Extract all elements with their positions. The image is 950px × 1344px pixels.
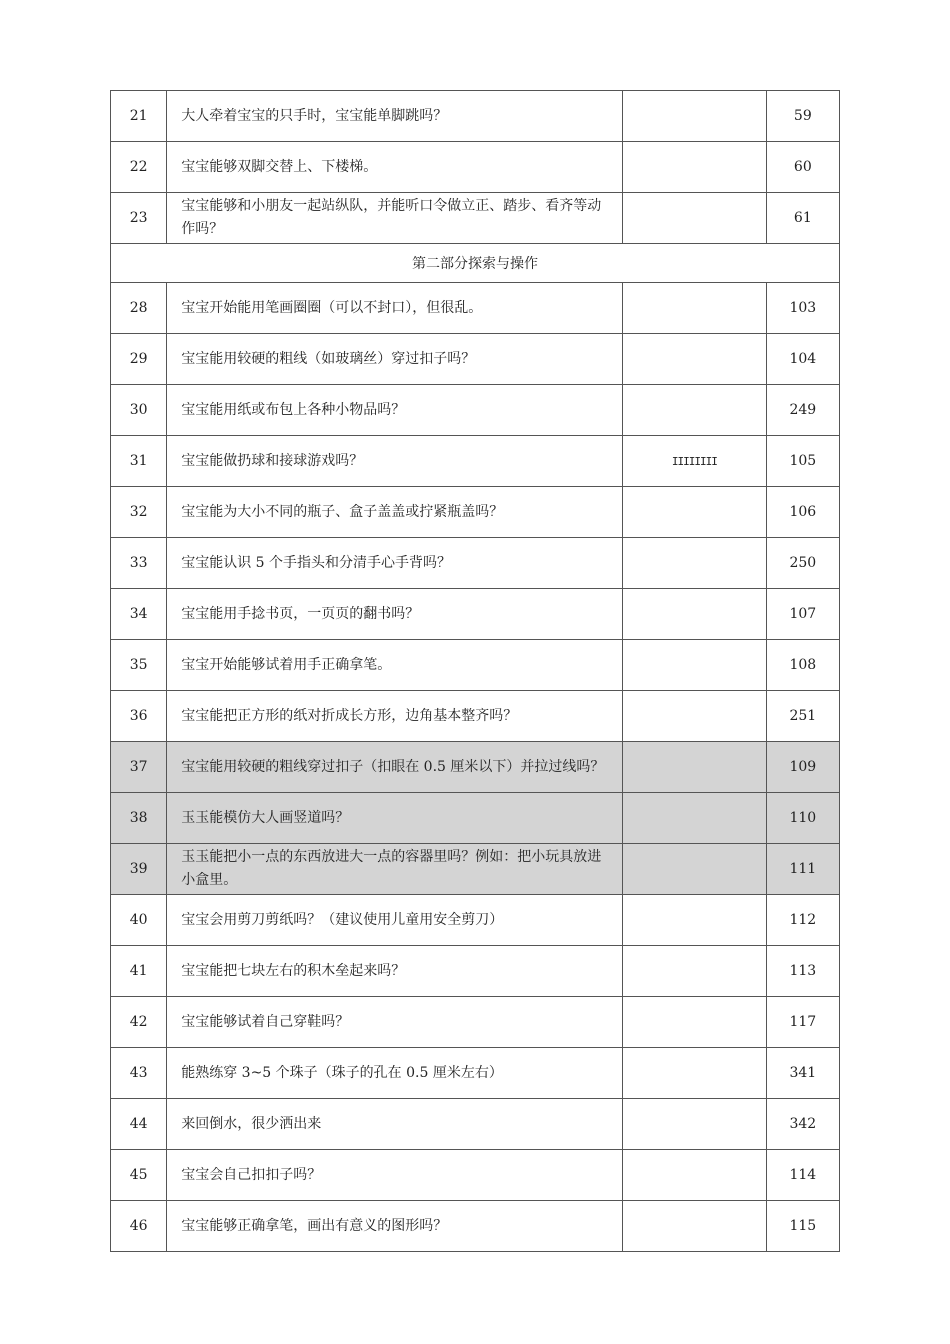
table-row	[111, 742, 840, 793]
item-mark	[623, 538, 767, 589]
item-page: 249	[766, 385, 839, 436]
item-page: 108	[766, 640, 839, 691]
table-row	[111, 193, 840, 244]
item-number: 30	[111, 385, 167, 436]
table-row	[111, 997, 840, 1048]
item-number: 33	[111, 538, 167, 589]
item-page: 109	[766, 742, 839, 793]
item-page: 111	[766, 844, 839, 895]
section-header-row	[111, 244, 840, 283]
item-question: 来回倒水，很少洒出来	[167, 1099, 623, 1150]
table-row	[111, 436, 840, 487]
item-mark	[623, 142, 767, 193]
item-question: 宝宝能把正方形的纸对折成长方形，边角基本整齐吗？	[167, 691, 623, 742]
item-page: 59	[766, 91, 839, 142]
item-page: 61	[766, 193, 839, 244]
item-page: 341	[766, 1048, 839, 1099]
item-page: 104	[766, 334, 839, 385]
table-row	[111, 91, 840, 142]
item-mark	[623, 640, 767, 691]
item-page: 105	[766, 436, 839, 487]
item-mark	[623, 946, 767, 997]
item-question: 宝宝能用纸或布包上各种小物品吗？	[167, 385, 623, 436]
item-mark	[623, 1048, 767, 1099]
milestone-table-body	[111, 91, 840, 1252]
item-question: 宝宝会用剪刀剪纸吗？（建议使用儿童用安全剪刀）	[167, 895, 623, 946]
item-page: 106	[766, 487, 839, 538]
item-question: 宝宝开始能够试着用手正确拿笔。	[167, 640, 623, 691]
item-question: 宝宝能够试着自己穿鞋吗？	[167, 997, 623, 1048]
item-mark	[623, 589, 767, 640]
item-number: 42	[111, 997, 167, 1048]
item-question: 宝宝能用较硬的粗线（如玻璃丝）穿过扣子吗？	[167, 334, 623, 385]
item-question: 宝宝能认识 5 个手指头和分清手心手背吗？	[167, 538, 623, 589]
item-page: 342	[766, 1099, 839, 1150]
item-number: 21	[111, 91, 167, 142]
table-row	[111, 142, 840, 193]
table-row	[111, 589, 840, 640]
item-number: 34	[111, 589, 167, 640]
table-row	[111, 640, 840, 691]
table-row	[111, 895, 840, 946]
table-row	[111, 487, 840, 538]
item-number: 32	[111, 487, 167, 538]
item-number: 37	[111, 742, 167, 793]
item-question: 能熟练穿 3~5 个珠子（珠子的孔在 0.5 厘米左右）	[167, 1048, 623, 1099]
table-row	[111, 1048, 840, 1099]
item-mark	[623, 1150, 767, 1201]
item-number: 31	[111, 436, 167, 487]
item-number: 44	[111, 1099, 167, 1150]
item-number: 29	[111, 334, 167, 385]
item-number: 41	[111, 946, 167, 997]
table-row	[111, 1201, 840, 1252]
table-row	[111, 334, 840, 385]
item-question: 宝宝能够双脚交替上、下楼梯。	[167, 142, 623, 193]
item-question: 宝宝开始能用笔画圈圈（可以不封口），但很乱。	[167, 283, 623, 334]
item-page: 250	[766, 538, 839, 589]
item-mark	[623, 997, 767, 1048]
table-row	[111, 793, 840, 844]
item-mark	[623, 1099, 767, 1150]
item-number: 36	[111, 691, 167, 742]
item-question: 宝宝能做扔球和接球游戏吗？	[167, 436, 623, 487]
table-row	[111, 691, 840, 742]
item-page: 117	[766, 997, 839, 1048]
table-row	[111, 1150, 840, 1201]
item-number: 40	[111, 895, 167, 946]
item-number: 38	[111, 793, 167, 844]
item-mark	[623, 844, 767, 895]
item-mark	[623, 385, 767, 436]
item-mark	[623, 193, 767, 244]
table-row	[111, 946, 840, 997]
item-mark	[623, 1201, 767, 1252]
item-number: 45	[111, 1150, 167, 1201]
item-page: 112	[766, 895, 839, 946]
item-mark	[623, 334, 767, 385]
item-question: 宝宝能用手捻书页，一页页的翻书吗？	[167, 589, 623, 640]
table-row	[111, 538, 840, 589]
item-number: 23	[111, 193, 167, 244]
item-mark	[623, 895, 767, 946]
table-row	[111, 385, 840, 436]
item-page: 60	[766, 142, 839, 193]
item-number: 35	[111, 640, 167, 691]
item-question: 大人牵着宝宝的只手时，宝宝能单脚跳吗？	[167, 91, 623, 142]
item-question: 宝宝会自己扣扣子吗？	[167, 1150, 623, 1201]
item-number: 22	[111, 142, 167, 193]
item-mark	[623, 91, 767, 142]
section-title: 第二部分探索与操作	[111, 244, 840, 283]
item-question: 宝宝能够和小朋友一起站纵队，并能听口令做立正、踏步、看齐等动作吗？	[167, 193, 623, 244]
item-number: 39	[111, 844, 167, 895]
item-page: 113	[766, 946, 839, 997]
item-number: 28	[111, 283, 167, 334]
table-row	[111, 283, 840, 334]
item-mark	[623, 691, 767, 742]
item-mark	[623, 793, 767, 844]
item-page: 110	[766, 793, 839, 844]
item-question: 宝宝能把七块左右的积木垒起来吗？	[167, 946, 623, 997]
item-page: 251	[766, 691, 839, 742]
item-mark	[623, 283, 767, 334]
item-mark	[623, 487, 767, 538]
item-question: 宝宝能够正确拿笔，画出有意义的图形吗？	[167, 1201, 623, 1252]
item-number: 43	[111, 1048, 167, 1099]
item-question: 宝宝能用较硬的粗线穿过扣子（扣眼在 0.5 厘米以下）并拉过线吗？	[167, 742, 623, 793]
milestone-table	[110, 90, 840, 1252]
item-question: 宝宝能为大小不同的瓶子、盒子盖盖或拧紧瓶盖吗？	[167, 487, 623, 538]
item-mark: IIIIIIII	[623, 436, 767, 487]
item-question: 玉玉能把小一点的东西放进大一点的容器里吗？例如：把小玩具放进小盒里。	[167, 844, 623, 895]
table-row	[111, 844, 840, 895]
item-mark	[623, 742, 767, 793]
item-question: 玉玉能模仿大人画竖道吗？	[167, 793, 623, 844]
item-page: 103	[766, 283, 839, 334]
item-page: 114	[766, 1150, 839, 1201]
table-row	[111, 1099, 840, 1150]
item-number: 46	[111, 1201, 167, 1252]
item-page: 107	[766, 589, 839, 640]
item-page: 115	[766, 1201, 839, 1252]
